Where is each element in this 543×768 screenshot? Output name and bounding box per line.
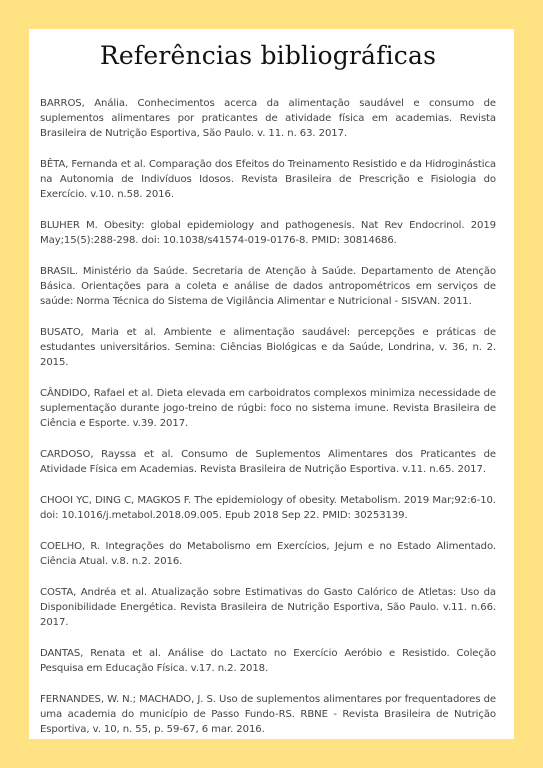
- reference-item: DANTAS, Renata et al. Análise do Lactato no Exercício Aeróbio e Resistido. Coleção Pesquisa em Educação Física. v.17. n.2. 2018.: [40, 648, 496, 674]
- page-title: Referências bibliográficas: [99, 41, 437, 70]
- reference-item: FERNANDES, W. N.; MACHADO, J. S. Uso de suplementos alimentares por frequentadores de uma academia do município de Passo Fundo-RS. RBNE - Revista Brasileira de Nutrição Esportiva, v. 10, n. 55, p. 59-67, 6 mar. 2016.: [40, 694, 496, 735]
- reference-item: CARDOSO, Rayssa et al. Consumo de Suplementos Alimentares dos Praticantes de Atividade Física em Academias. Revista Brasileira de Nutrição Esportiva. v.11. n.65. 2017.: [40, 449, 496, 475]
- reference-item: CÂNDIDO, Rafael et al. Dieta elevada em carboidratos complexos minimiza necessidade de suplementação durante jogo-treino de rúgbi: foco no sistema imune. Revista Brasileira de Ciência e Esporte. v.39. 2017.: [40, 388, 496, 429]
- reference-item: BARROS, Anália. Conhecimentos acerca da alimentação saudável e consumo de suplementos alimentares por praticantes de atividade física em academias. Revista Brasileira de Nutrição Esportiva, São Paulo. v. 11. n. 63. 2017.: [40, 98, 496, 139]
- reference-item: COSTA, Andréa et al. Atualização sobre Estimativas do Gasto Calórico de Atletas: Uso da Disponibilidade Energética. Revista Brasileira de Nutrição Esportiva, São Paulo. v.11. n.66. 2017.: [40, 587, 496, 628]
- document-sheet: [29, 29, 514, 739]
- reference-item: COELHO, R. Integrações do Metabolismo em Exercícios, Jejum e no Estado Alimentado. Ciência Atual. v.8. n.2. 2016.: [40, 541, 496, 567]
- reference-item: BUSATO, Maria et al. Ambiente e alimentação saudável: percepções e práticas de estudantes universitários. Semina: Ciências Biológicas e da Saúde, Londrina, v. 36, n. 2. 2015.: [40, 327, 496, 368]
- reference-list: [40, 96, 496, 737]
- reference-item: BRASIL. Ministério da Saúde. Secretaria de Atenção à Saúde. Departamento de Atenção Básica. Orientações para a coleta e análise de dados antropométricos em serviços de saúde: Norma Técnica do Sistema de Vigilância Alimentar e Nutricional - SISVAN. 2011.: [40, 266, 496, 307]
- reference-item: BÊTA, Fernanda et al. Comparação dos Efeitos do Treinamento Resistido e da Hidroginástica na Autonomia de Indivíduos Idosos. Revista Brasileira de Prescrição e Fisiologia do Exercício. v.10. n.58. 2016.: [40, 159, 496, 200]
- reference-item: BLUHER M. Obesity: global epidemiology and pathogenesis. Nat Rev Endocrinol. 2019 May;15(5):288-298. doi: 10.1038/s41574-019-0176-8. PMID: 30814686.: [40, 220, 496, 246]
- reference-item: CHOOI YC, DING C, MAGKOS F. The epidemiology of obesity. Metabolism. 2019 Mar;92:6-10. doi: 10.1016/j.metabol.2018.09.005. Epub 2018 Sep 22. PMID: 30253139.: [40, 495, 496, 521]
